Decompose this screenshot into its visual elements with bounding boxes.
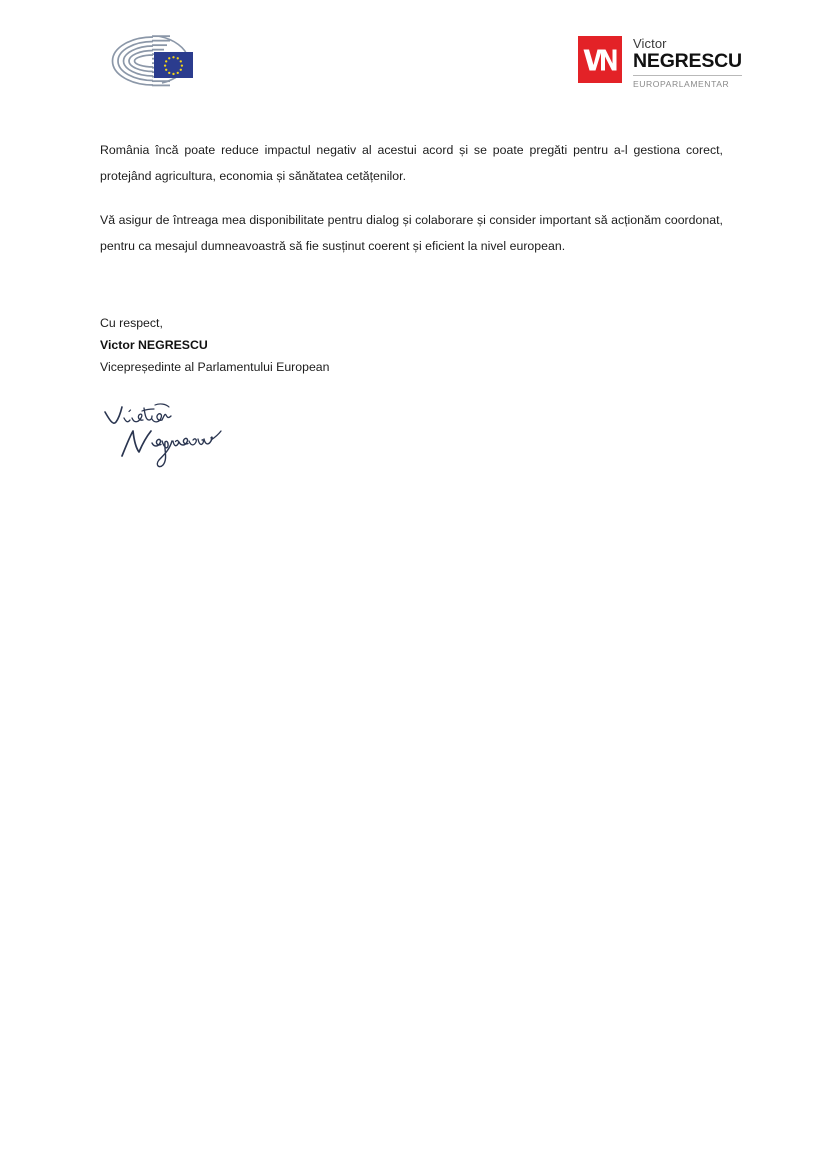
eu-flag (154, 52, 193, 78)
vn-role-label: EUROPARLAMENTAR (633, 79, 730, 89)
paragraph-2: Vă asigur de întreaga mea disponibilitate pentru dialog și colaborare și consider important să acționăm coordonat, pentru ca mesajul dumneavoastră să fie susținut coerent și eficient la nivel european. (100, 213, 723, 253)
victor-negrescu-logo (578, 36, 742, 88)
closing-block (100, 312, 600, 378)
european-parliament-logo (100, 33, 195, 89)
vn-monogram-mark (578, 36, 622, 83)
vn-logo-text (633, 36, 742, 89)
handwritten-signature (99, 398, 229, 470)
vn-last-name: NEGRESCU (633, 50, 742, 72)
paragraph-1: România încă poate reduce impactul negativ al acestui acord și se poate pregăti pentru a-l gestiona corect, protejând agricultura, economia și sănătatea cetățenilor. (100, 143, 723, 183)
vn-first-name: Victor (633, 36, 667, 51)
letter-body (100, 138, 723, 259)
closing-signer-title: Vicepreședinte al Parlamentului European (100, 360, 330, 374)
vn-logo-divider (633, 75, 742, 76)
closing-signer-name: Victor NEGRESCU (100, 338, 208, 352)
closing-salutation: Cu respect, (100, 316, 163, 330)
letterhead-header (0, 0, 820, 120)
